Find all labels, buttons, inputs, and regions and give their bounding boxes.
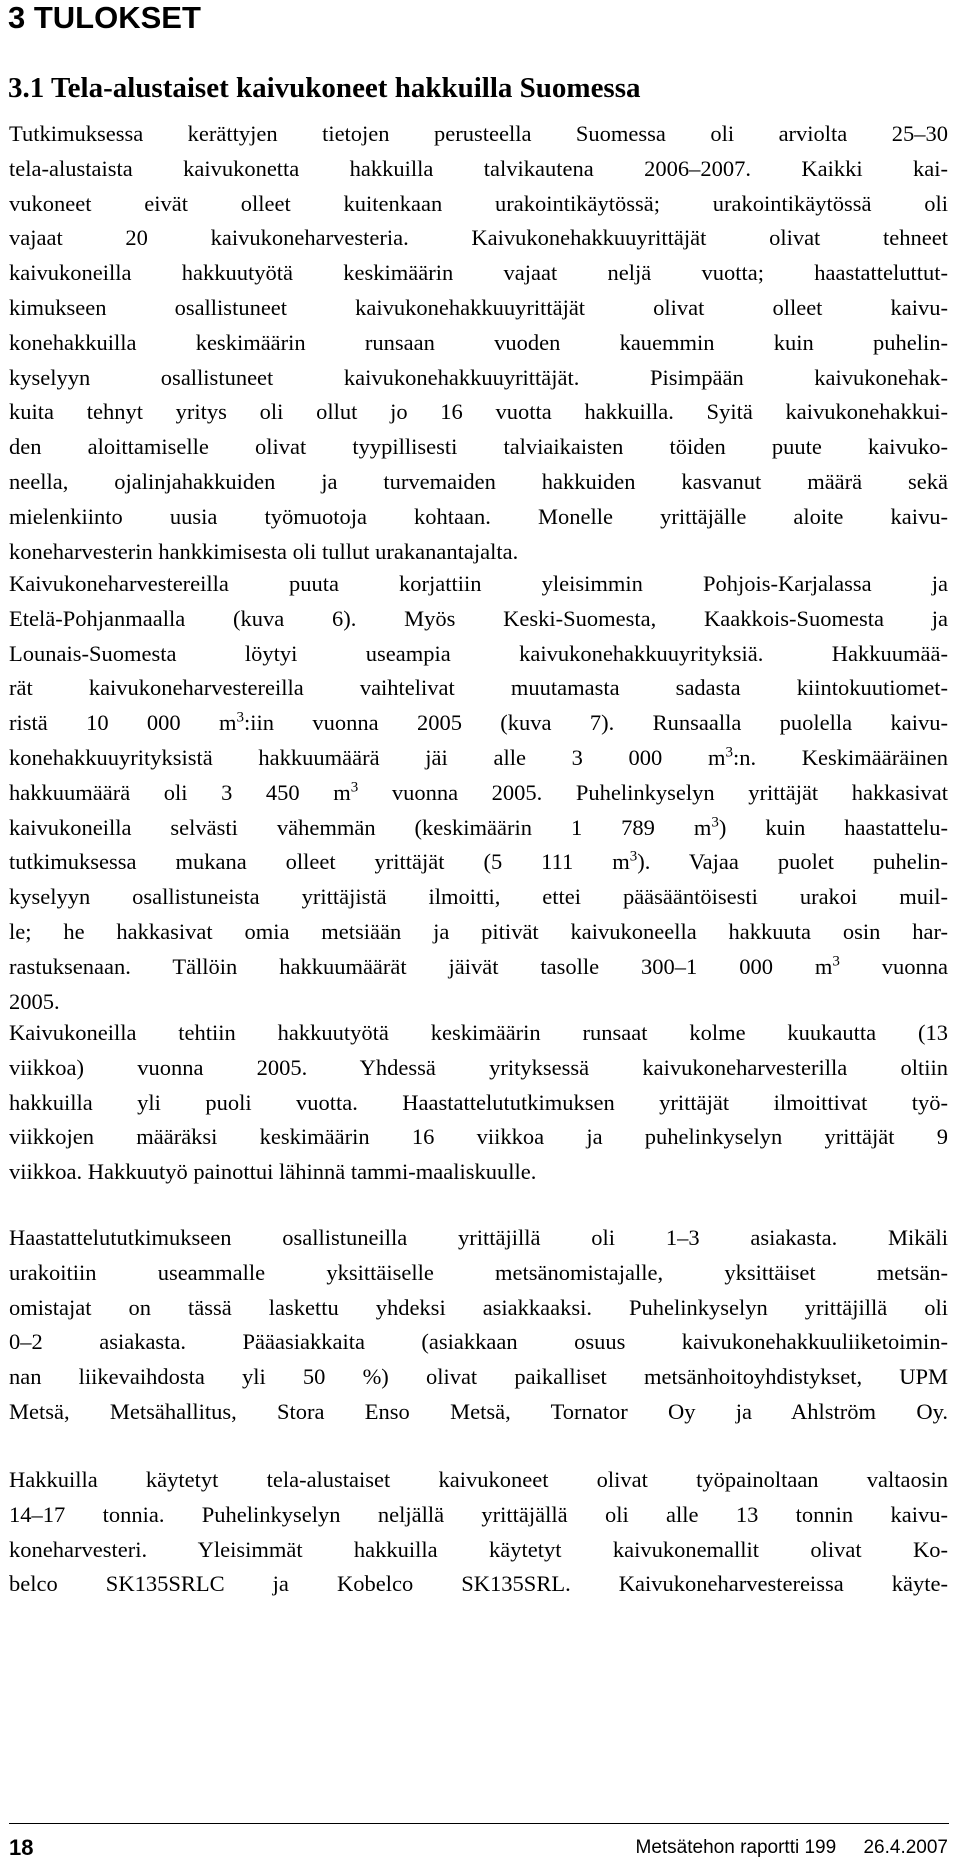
text-line: Haastattelututkimukseen osallistuneilla yrittäjillä oli 1–3 asiakasta. Mikäli — [9, 1225, 948, 1250]
text-line: ristä 10 000 $m^3:iin$ vuonna 2005 (kuva 7). Runsaalla puolella kaivu- — [9, 709, 948, 736]
text-line: hakkuumäärä oli 3 450 $m^3$ vuonna 2005. Puhelinkyselyn yrittäjät hakkasivat — [9, 779, 948, 805]
text-line: tutkimuksessa mukana olleet yrittäjät (5 111 $m^3$). Vajaa puolet puhelin- — [9, 848, 948, 875]
text-line: konehakkuilla keskimäärin runsaan vuoden kauemmin kuin puhelin- — [9, 329, 948, 355]
text-line: Kaivukoneharvestereilla puuta korjattiin yleisimmin Pohjois-Karjalassa ja — [9, 571, 948, 596]
text-line: koneharvesterin hankkimisesta oli tullut urakanantajalta. — [9, 538, 519, 564]
text-line: belco SK135SRLC ja Kobelco SK135SRL. Kaivukoneharvestereissa käyte- — [9, 1571, 948, 1597]
text-line: hakkuilla yli puoli vuotta. Haastattelututkimuksen yrittäjät ilmoittivat työ- — [9, 1089, 948, 1115]
text-line: 14–17 tonnia. Puhelinkyselyn neljällä yrittäjällä oli alle 13 tonnin kaivu- — [9, 1501, 948, 1527]
text-line: Tutkimuksessa kerättyjen tietojen perusteella Suomessa oli arviolta 25–30 — [9, 121, 948, 146]
text-line: Hakkuilla käytetyt tela-alustaiset kaivukoneet olivat työpainoltaan valtaosin — [9, 1467, 948, 1492]
text-line: viikkoa) vuonna 2005. Yhdessä yrityksessä kaivukoneharvesterilla oltiin — [9, 1054, 948, 1080]
text-line: vukoneet eivät olleet kuitenkaan urakointikäytössä; urakointikäytössä oli — [9, 190, 948, 216]
text-line: Lounais-Suomesta löytyi useampia kaivukonehakkuuyrityksiä. Hakkuumää- — [9, 640, 948, 666]
text-line: le; he hakkasivat omia metsiään ja pitivät kaivukoneella hakkuuta osin har- — [9, 918, 948, 944]
paragraph-3 — [9, 1016, 948, 1190]
chapter-heading: 3 TULOKSET — [8, 0, 201, 35]
text-line: den aloittamiselle olivat tyypillisesti talviaikaisten töiden puute kaivuko- — [9, 434, 948, 460]
text-line: neella, ojalinjahakkuiden ja turvemaiden hakkuiden kasvanut määrä sekä — [9, 468, 948, 494]
text-line: 0–2 asiakasta. Pääasiakkaita (asiakkaan osuus kaivukonehakkuuliiketoimin- — [9, 1329, 948, 1355]
text-line: omistajat on tässä laskettu yhdeksi asiakkaaksi. Puhelinkyselyn yrittäjillä oli — [9, 1294, 948, 1320]
text-line: kuita tehnyt yritys oli ollut jo 16 vuotta hakkuilla. Syitä kaivukonehakkui- — [9, 399, 948, 425]
paragraph-2 — [9, 567, 948, 1019]
text-line: Etelä-Pohjanmaalla (kuva 6). Myös Keski-Suomesta, Kaakkois-Suomesta ja — [9, 605, 948, 631]
footer-divider — [9, 1823, 949, 1824]
text-line: kaivukoneilla hakkuutyötä keskimäärin vajaat neljä vuotta; haastatteluttut- — [9, 260, 948, 286]
text-line: kyselyyn osallistuneet kaivukonehakkuuyrittäjät. Pisimpään kaivukonehak- — [9, 364, 948, 390]
text-line: Kaivukoneilla tehtiin hakkuutyötä keskimäärin runsaat kolme kuukautta (13 — [9, 1020, 948, 1045]
text-line: koneharvesteri. Yleisimmät hakkuilla käytetyt kaivukonemallit olivat Ko- — [9, 1536, 948, 1562]
text-line: nan liikevaihdosta yli 50 %) olivat paikalliset metsänhoitoyhdistykset, UPM — [9, 1364, 948, 1390]
text-line: kimukseen osallistuneet kaivukonehakkuuyrittäjät olivat olleet kaivu- — [9, 294, 948, 320]
text-line: Metsä, Metsähallitus, Stora Enso Metsä, Tornator Oy ja Ahlström Oy. — [9, 1398, 948, 1424]
text-line: viikkojen määräksi keskimäärin 16 viikkoa ja puhelinkyselyn yrittäjät 9 — [9, 1124, 948, 1150]
text-line: 2005. — [9, 988, 60, 1014]
paragraph-4 — [9, 1221, 948, 1430]
text-line: mielenkiinto uusia työmuotoja kohtaan. Monelle yrittäjälle aloite kaivu- — [9, 503, 948, 529]
text-line: konehakkuuyrityksistä hakkuumäärä jäi alle 3 000 $m^3:n$. Keskimääräinen — [9, 744, 948, 770]
section-heading: 3.1 Tela-alustaiset kaivukoneet hakkuilla Suomessa — [8, 72, 641, 104]
page-number: 18 — [9, 1835, 34, 1860]
publication-date: 26.4.2007 — [863, 1837, 948, 1858]
text-line: rastuksenaan. Tällöin hakkuumäärät jäivät tasolle 300–1 000 $m^3$ vuonna — [9, 953, 948, 979]
paragraph-1 — [9, 117, 948, 569]
text-line: rät kaivukoneharvestereilla vaihtelivat muutamasta sadasta kiintokuutiomet- — [9, 675, 948, 701]
text-line: urakoitiin useammalle yksittäiselle metsänomistajalle, yksittäiset metsän- — [9, 1259, 948, 1285]
paragraph-5 — [9, 1463, 948, 1602]
text-line: viikkoa. Hakkuutyö painottui lähinnä tammi-maaliskuulle. — [9, 1159, 537, 1185]
text-line: kyselyyn osallistuneista yrittäjistä ilmoitti, ettei pääsääntöisesti urakoi muil- — [9, 884, 948, 910]
text-line: tela-alustaista kaivukonetta hakkuilla talvikautena 2006–2007. Kaikki kai- — [9, 155, 948, 181]
text-line: kaivukoneilla selvästi vähemmän (keskimäärin 1 789 $m^3$) kuin haastattelu- — [9, 814, 949, 840]
text-line: vajaat 20 kaivukoneharvesteria. Kaivukonehakkuuyrittäjät olivat tehneet — [9, 225, 948, 251]
publication-name: Metsätehon raportti 199 — [635, 1837, 837, 1858]
footer-meta — [636, 1836, 949, 1860]
